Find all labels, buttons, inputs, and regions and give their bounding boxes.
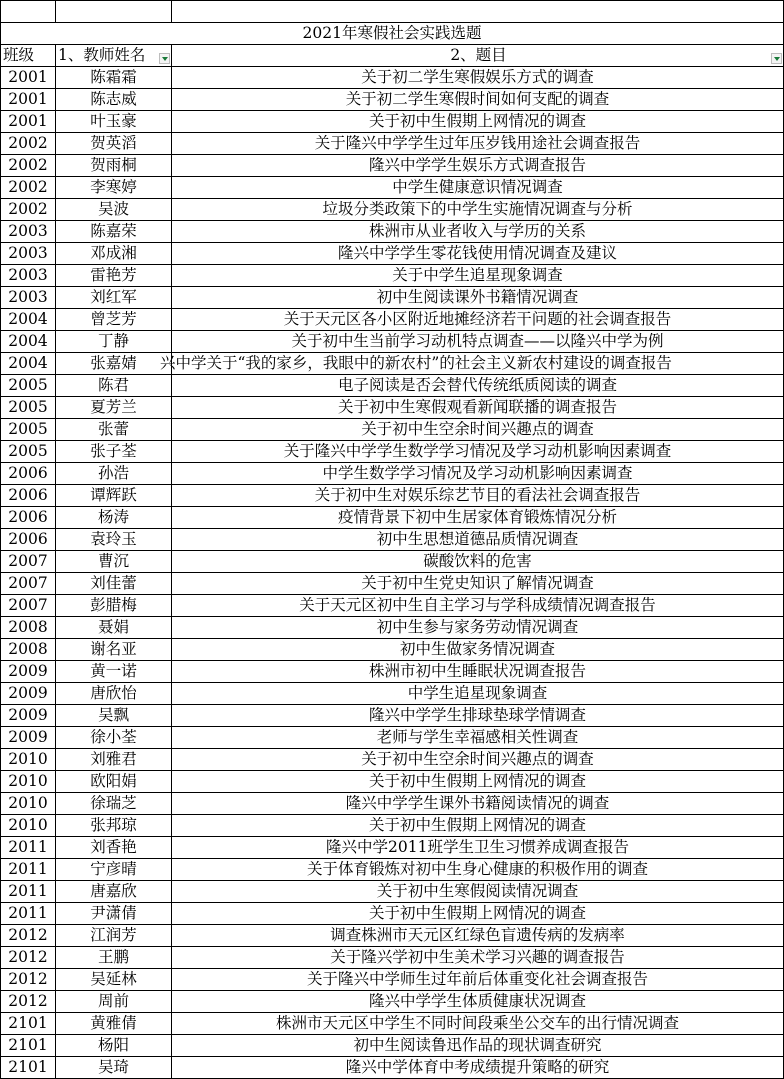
cell-class[interactable]: 2101	[1, 1035, 56, 1057]
table-row	[1, 595, 784, 617]
cell-class[interactable]: 2011	[1, 903, 56, 925]
cell-class[interactable]: 2009	[1, 727, 56, 749]
table-row	[1, 133, 784, 155]
cell-class[interactable]: 2003	[1, 265, 56, 287]
table-row	[1, 485, 784, 507]
cell-class[interactable]: 2012	[1, 925, 56, 947]
cell-class[interactable]: 2011	[1, 881, 56, 903]
cell-topic[interactable]: 隆兴中学学生课外书籍阅读情况的调查	[172, 793, 784, 815]
cell-topic[interactable]: 碳酸饮料的危害	[172, 551, 784, 573]
cell-teacher[interactable]: 李寒婷	[56, 177, 172, 199]
cell-topic[interactable]: 隆兴中学2011班学生卫生习惯养成调查报告	[172, 837, 784, 859]
cell-class[interactable]: 2006	[1, 529, 56, 551]
cell-teacher[interactable]: 黄一诺	[56, 661, 172, 683]
cell-topic[interactable]: 调查株洲市天元区红绿色盲遗传病的发病率	[172, 925, 784, 947]
cell-class[interactable]: 2009	[1, 705, 56, 727]
header-row	[1, 45, 784, 67]
cell-teacher[interactable]: 刘雅君	[56, 749, 172, 771]
cell-class[interactable]: 2009	[1, 661, 56, 683]
table-row	[1, 573, 784, 595]
cell-class[interactable]: 2006	[1, 507, 56, 529]
table-row	[1, 375, 784, 397]
table-row	[1, 1057, 784, 1079]
cell-class[interactable]: 2005	[1, 441, 56, 463]
cell-topic[interactable]: 中学生追星现象调查	[172, 683, 784, 705]
cell-class[interactable]: 2008	[1, 639, 56, 661]
cell-topic[interactable]: 关于初二学生寒假娱乐方式的调查	[172, 67, 784, 89]
cell-teacher[interactable]: 宁彦晴	[56, 859, 172, 881]
header-teacher-label: 1、教师姓名	[58, 46, 146, 64]
cell-topic[interactable]: 株洲市天元区中学生不同时间段乘坐公交车的出行情况调查	[172, 1013, 784, 1035]
filter-dropdown-icon[interactable]	[159, 53, 170, 64]
cell-teacher[interactable]: 杨涛	[56, 507, 172, 529]
cell-class[interactable]: 2006	[1, 485, 56, 507]
cell-topic[interactable]: 老师与学生幸福感相关性调查	[172, 727, 784, 749]
cell-class[interactable]: 2004	[1, 309, 56, 331]
cell-class[interactable]: 2005	[1, 375, 56, 397]
cell-class[interactable]: 2011	[1, 837, 56, 859]
cell-teacher[interactable]: 夏芳兰	[56, 397, 172, 419]
table-row	[1, 1013, 784, 1035]
table-row	[1, 925, 784, 947]
table-row	[1, 89, 784, 111]
cell-topic[interactable]: 关于初中生空余时间兴趣点的调查	[172, 419, 784, 441]
cell-class[interactable]: 2006	[1, 463, 56, 485]
cell-topic[interactable]: 电子阅读是否会替代传统纸质阅读的调查	[172, 375, 784, 397]
header-topic-label: 2、题目	[450, 46, 507, 64]
cell-teacher[interactable]: 吴飘	[56, 705, 172, 727]
cell-teacher[interactable]: 贺英滔	[56, 133, 172, 155]
cell-teacher[interactable]: 刘佳蕾	[56, 573, 172, 595]
cell-topic[interactable]: 隆兴中学学生零花钱使用情况调查及建议	[172, 243, 784, 265]
cell-teacher[interactable]: 陈霜霜	[56, 67, 172, 89]
cell-class[interactable]: 2002	[1, 177, 56, 199]
cell-topic[interactable]: 关于隆兴中学师生过年前后体重变化社会调查报告	[172, 969, 784, 991]
cell-topic[interactable]	[160, 353, 784, 375]
cell-class[interactable]: 2010	[1, 793, 56, 815]
cell-teacher[interactable]: 张蕾	[56, 419, 172, 441]
cell-topic[interactable]: 关于初中生党史知识了解情况调查	[172, 573, 784, 595]
cell-class[interactable]: 2007	[1, 551, 56, 573]
cell-class[interactable]: 2009	[1, 683, 56, 705]
cell-teacher[interactable]: 杨阳	[56, 1035, 172, 1057]
cell-class[interactable]: 2011	[1, 859, 56, 881]
cell-teacher[interactable]: 邓成湘	[56, 243, 172, 265]
table-row	[1, 947, 784, 969]
cell-class[interactable]: 2001	[1, 111, 56, 133]
table-row	[1, 705, 784, 727]
cell-teacher[interactable]: 徐瑞芝	[56, 793, 172, 815]
cell-topic[interactable]: 关于初中生假期上网情况的调查	[172, 111, 784, 133]
cell-teacher[interactable]: 曹沉	[56, 551, 172, 573]
table-row	[1, 309, 784, 331]
table-row	[1, 661, 784, 683]
table-row	[1, 793, 784, 815]
table-row	[1, 243, 784, 265]
cell-teacher[interactable]: 陈君	[56, 375, 172, 397]
cell-teacher[interactable]: 丁静	[56, 331, 172, 353]
cell-teacher[interactable]: 袁玲玉	[56, 529, 172, 551]
header-class-label: 班级	[3, 46, 35, 64]
table-row	[1, 353, 784, 375]
cell-class[interactable]: 2012	[1, 991, 56, 1013]
cell-class[interactable]: 2004	[1, 353, 56, 375]
cell-topic[interactable]: 隆兴中学学生排球垫球学情调查	[172, 705, 784, 727]
table-row	[1, 1035, 784, 1057]
cell-topic[interactable]: 关于隆兴学初中生美术学习兴趣的调查报告	[172, 947, 784, 969]
cell-class[interactable]: 2012	[1, 969, 56, 991]
cell-class[interactable]: 2003	[1, 287, 56, 309]
table-row	[1, 287, 784, 309]
table-row	[1, 903, 784, 925]
cell-topic[interactable]: 关于初中生寒假阅读情况调查	[172, 881, 784, 903]
header-teacher[interactable]	[56, 45, 172, 67]
cell-teacher[interactable]: 彭腊梅	[56, 595, 172, 617]
cell-teacher[interactable]: 徐小荃	[56, 727, 172, 749]
cell-class[interactable]: 2001	[1, 67, 56, 89]
cell-teacher[interactable]: 唐嘉欣	[56, 881, 172, 903]
table-row	[1, 67, 784, 89]
cell-teacher[interactable]: 谢名亚	[56, 639, 172, 661]
cell-topic[interactable]: 关于初中生假期上网情况的调查	[172, 903, 784, 925]
cell-topic[interactable]: 中学生数学学习情况及学习动机影响因素调查	[172, 463, 784, 485]
cell-class[interactable]: 2101	[1, 1013, 56, 1035]
table-row	[1, 837, 784, 859]
cell-topic[interactable]: 关于初中生假期上网情况的调查	[172, 815, 784, 837]
cell-topic[interactable]: 隆兴中学体育中考成绩提升策略的研究	[172, 1057, 784, 1079]
table-row	[1, 815, 784, 837]
cell-class[interactable]: 2004	[1, 331, 56, 353]
cell-teacher[interactable]: 叶玉豪	[56, 111, 172, 133]
table-row	[1, 727, 784, 749]
table-row	[1, 441, 784, 463]
cell-teacher[interactable]: 张邦琼	[56, 815, 172, 837]
table-row	[1, 991, 784, 1013]
cell-topic[interactable]: 隆兴中学学生娱乐方式调查报告	[172, 155, 784, 177]
filter-dropdown-icon[interactable]	[771, 53, 782, 64]
cell-teacher[interactable]: 吴延林	[56, 969, 172, 991]
partial-top-row	[1, 1, 784, 23]
cell-teacher[interactable]: 吴波	[56, 199, 172, 221]
cell-topic[interactable]: 初中生阅读课外书籍情况调查	[172, 287, 784, 309]
sheet-title[interactable]: 2021年寒假社会实践选题	[1, 23, 784, 45]
table-row	[1, 265, 784, 287]
cell-class[interactable]: 2101	[1, 1057, 56, 1079]
cell-teacher[interactable]: 谭辉跃	[56, 485, 172, 507]
cell-teacher[interactable]: 唐欣怡	[56, 683, 172, 705]
cell-class[interactable]: 2005	[1, 419, 56, 441]
cell-teacher[interactable]: 张嘉婧	[56, 353, 172, 375]
cell-teacher[interactable]: 刘红军	[56, 287, 172, 309]
header-class[interactable]	[1, 45, 56, 67]
table-row	[1, 551, 784, 573]
title-row	[1, 23, 784, 45]
cell-topic[interactable]: 关于初中生当前学习动机特点调查——以隆兴中学为例	[172, 331, 784, 353]
cell-topic[interactable]: 关于隆兴中学学生数学学习情况及学习动机影响因素调查	[172, 441, 784, 463]
cell-class[interactable]: 2003	[1, 221, 56, 243]
cell-class[interactable]: 2008	[1, 617, 56, 639]
table-row	[1, 859, 784, 881]
table-row	[1, 507, 784, 529]
cell-teacher[interactable]: 陈志威	[56, 89, 172, 111]
table-row	[1, 199, 784, 221]
cell-teacher[interactable]: 孙浩	[56, 463, 172, 485]
cell-topic[interactable]: 株洲市初中生睡眠状况调查报告	[172, 661, 784, 683]
cell-topic[interactable]: 关于初中生空余时间兴趣点的调查	[172, 749, 784, 771]
table-row	[1, 221, 784, 243]
table-row	[1, 419, 784, 441]
table-row	[1, 397, 784, 419]
table-row	[1, 463, 784, 485]
cell-class[interactable]: 2007	[1, 573, 56, 595]
table-row	[1, 111, 784, 133]
cell-topic[interactable]: 关于初二学生寒假时间如何支配的调查	[172, 89, 784, 111]
cell-topic[interactable]: 关于天元区各小区附近地摊经济若干问题的社会调查报告	[172, 309, 784, 331]
cell-teacher[interactable]: 欧阳娟	[56, 771, 172, 793]
cell-teacher[interactable]: 陈嘉荣	[56, 221, 172, 243]
cell-class[interactable]: 2002	[1, 133, 56, 155]
cell-class[interactable]: 2003	[1, 243, 56, 265]
table-row	[1, 683, 784, 705]
table-row	[1, 529, 784, 551]
cell-topic[interactable]: 株洲市从业者收入与学历的关系	[172, 221, 784, 243]
cell-topic[interactable]: 中学生健康意识情况调查	[172, 177, 784, 199]
cell-teacher[interactable]: 雷艳芳	[56, 265, 172, 287]
header-topic[interactable]	[172, 45, 784, 67]
cell-class[interactable]: 2010	[1, 749, 56, 771]
cell-class[interactable]: 2012	[1, 947, 56, 969]
cell-topic[interactable]: 关于体育锻炼对初中生身心健康的积极作用的调查	[172, 859, 784, 881]
cell-topic[interactable]: 关于中学生追星现象调查	[172, 265, 784, 287]
cell-class[interactable]: 2001	[1, 89, 56, 111]
cell-teacher[interactable]: 张子荃	[56, 441, 172, 463]
cell-class[interactable]: 2002	[1, 199, 56, 221]
cell-topic[interactable]: 隆兴中学学生体质健康状况调查	[172, 991, 784, 1013]
cell-topic[interactable]: 初中生做家务情况调查	[172, 639, 784, 661]
table-row	[1, 749, 784, 771]
cell-topic[interactable]: 疫情背景下初中生居家体育锻炼情况分析	[172, 507, 784, 529]
cell-class[interactable]: 2002	[1, 155, 56, 177]
cell-topic[interactable]: 垃圾分类政策下的中学生实施情况调查与分析	[172, 199, 784, 221]
table-row	[1, 617, 784, 639]
table-row	[1, 155, 784, 177]
cell-class[interactable]: 2010	[1, 815, 56, 837]
cell-teacher[interactable]: 尹潇倩	[56, 903, 172, 925]
cell-topic[interactable]: 关于初中生对娱乐综艺节目的看法社会调查报告	[172, 485, 784, 507]
cell-topic[interactable]: 初中生参与家务劳动情况调查	[172, 617, 784, 639]
cell-teacher[interactable]: 江润芳	[56, 925, 172, 947]
cell-class[interactable]: 2005	[1, 397, 56, 419]
table-row	[1, 639, 784, 661]
cell-teacher[interactable]: 王鹏	[56, 947, 172, 969]
cell-teacher[interactable]: 吴琦	[56, 1057, 172, 1079]
cell-topic[interactable]: 初中生思想道德品质情况调查	[172, 529, 784, 551]
cell-topic-text: 兴中学关于“我的家乡，我眼中的新农村”的社会主义新农村建设的调查报告	[160, 354, 672, 372]
cell-topic[interactable]: 关于天元区初中生自主学习与学科成绩情况调查报告	[172, 595, 784, 617]
cell-teacher[interactable]: 周前	[56, 991, 172, 1013]
cell-teacher[interactable]: 贺雨桐	[56, 155, 172, 177]
table-row	[1, 969, 784, 991]
table-row	[1, 771, 784, 793]
cell-topic[interactable]: 关于初中生假期上网情况的调查	[172, 771, 784, 793]
table-row	[1, 881, 784, 903]
cell-teacher[interactable]: 聂娟	[56, 617, 172, 639]
table-row	[1, 177, 784, 199]
cell-topic[interactable]: 关于初中生寒假观看新闻联播的调查报告	[172, 397, 784, 419]
cell-teacher[interactable]: 刘香艳	[56, 837, 172, 859]
cell-class[interactable]: 2010	[1, 771, 56, 793]
cell-teacher[interactable]: 黄雅倩	[56, 1013, 172, 1035]
cell-topic[interactable]: 关于隆兴中学学生过年压岁钱用途社会调查报告	[172, 133, 784, 155]
cell-teacher[interactable]: 曾芝芳	[56, 309, 172, 331]
cell-class[interactable]: 2007	[1, 595, 56, 617]
table-row	[1, 331, 784, 353]
cell-topic[interactable]: 初中生阅读鲁迅作品的现状调查研究	[172, 1035, 784, 1057]
